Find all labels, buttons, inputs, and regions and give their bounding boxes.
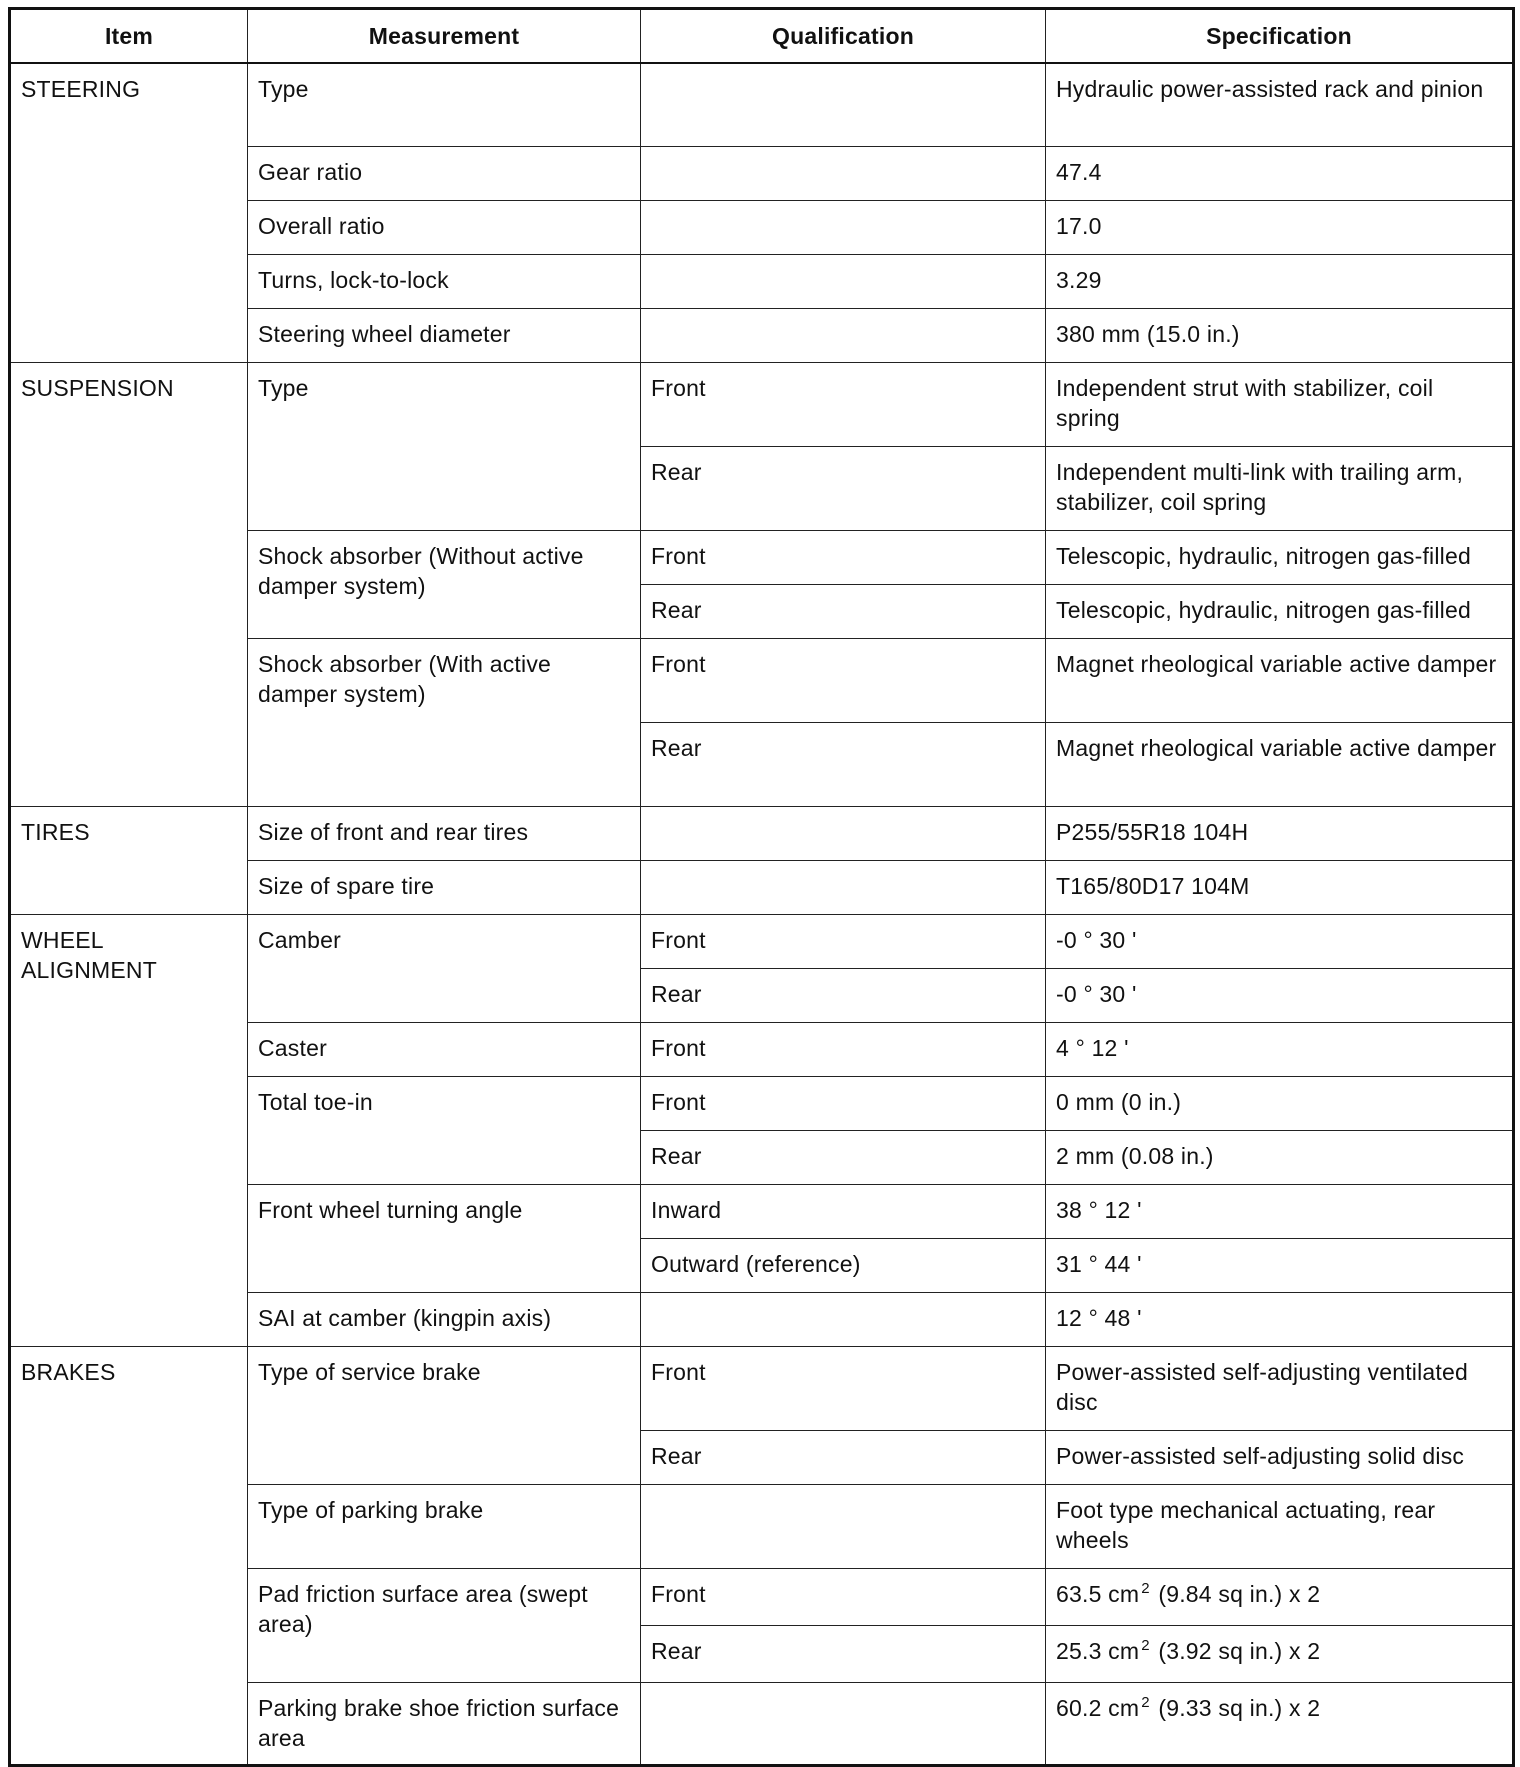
specification-cell: 2 mm (0.08 in.) [1046,1131,1514,1185]
qualification-cell: Rear [641,723,1046,807]
measurement-cell: Overall ratio [248,201,641,255]
specification-cell: 3.29 [1046,255,1514,309]
qualification-cell [641,1683,1046,1766]
qualification-cell [641,807,1046,861]
header-specification: Specification [1046,9,1514,63]
specification-cell: Foot type mechanical actuating, rear wheels [1046,1485,1514,1569]
specification-cell: 17.0 [1046,201,1514,255]
specification-cell: 31 ° 44 ' [1046,1239,1514,1293]
section-steering: STEERING [10,63,248,363]
measurement-cell: Shock absorber (With active damper system) [248,639,641,807]
area-value: 25.3 cm [1056,1638,1140,1664]
qualification-cell: Front [641,1347,1046,1431]
specification-cell: Independent multi-link with trailing arm, stabilizer, coil spring [1046,447,1514,531]
qualification-cell: Rear [641,969,1046,1023]
measurement-cell: Pad friction surface area (swept area) [248,1569,641,1683]
measurement-cell: Shock absorber (Without active damper system) [248,531,641,639]
qualification-cell [641,201,1046,255]
specification-cell: -0 ° 30 ' [1046,915,1514,969]
measurement-cell: Size of spare tire [248,861,641,915]
specification-cell: 380 mm (15.0 in.) [1046,309,1514,363]
specification-cell: Power-assisted self-adjusting solid disc [1046,1431,1514,1485]
measurement-cell: Camber [248,915,641,1023]
area-conversion: (9.84 sq in.) x 2 [1158,1581,1321,1607]
specification-cell: -0 ° 30 ' [1046,969,1514,1023]
qualification-cell [641,1293,1046,1347]
specification-cell: Magnet rheological variable active damper [1046,639,1514,723]
specification-cell: 47.4 [1046,147,1514,201]
measurement-cell: SAI at camber (kingpin axis) [248,1293,641,1347]
specification-cell: 4 ° 12 ' [1046,1023,1514,1077]
area-value: 60.2 cm [1056,1695,1140,1721]
area-conversion: (9.33 sq in.) x 2 [1158,1695,1321,1721]
area-value: 63.5 cm [1056,1581,1140,1607]
qualification-cell [641,861,1046,915]
header-item: Item [10,9,248,63]
measurement-cell: Total toe-in [248,1077,641,1185]
qualification-cell [641,255,1046,309]
section-tires: TIRES [10,807,248,915]
specification-table [8,7,1515,1767]
specification-cell: Hydraulic power-assisted rack and pinion [1046,63,1514,147]
specification-cell: Telescopic, hydraulic, nitrogen gas-filled [1046,585,1514,639]
qualification-cell: Front [641,363,1046,447]
specification-cell [1046,1626,1514,1683]
specification-cell: Magnet rheological variable active damper [1046,723,1514,807]
measurement-cell: Parking brake shoe friction surface area [248,1683,641,1766]
header-qualification: Qualification [641,9,1046,63]
specification-cell: P255/55R18 104H [1046,807,1514,861]
measurement-cell: Turns, lock-to-lock [248,255,641,309]
qualification-cell: Front [641,1077,1046,1131]
qualification-cell: Front [641,531,1046,585]
specification-cell: Telescopic, hydraulic, nitrogen gas-filled [1046,531,1514,585]
measurement-cell: Type of service brake [248,1347,641,1485]
table-row [10,363,1514,447]
specification-cell: 0 mm (0 in.) [1046,1077,1514,1131]
measurement-cell: Caster [248,1023,641,1077]
unit-superscript: 2 [1141,1580,1150,1597]
qualification-cell: Rear [641,1431,1046,1485]
specification-cell [1046,1569,1514,1626]
table-row [10,807,1514,861]
qualification-cell [641,1485,1046,1569]
qualification-cell [641,309,1046,363]
measurement-cell: Front wheel turning angle [248,1185,641,1293]
measurement-cell: Gear ratio [248,147,641,201]
measurement-cell: Type of parking brake [248,1485,641,1569]
specification-cell: Independent strut with stabilizer, coil spring [1046,363,1514,447]
measurement-cell: Size of front and rear tires [248,807,641,861]
specification-cell: 12 ° 48 ' [1046,1293,1514,1347]
unit-superscript: 2 [1141,1637,1150,1654]
specification-cell [1046,1683,1514,1766]
qualification-cell: Front [641,1569,1046,1626]
table-row [10,915,1514,969]
measurement-cell: Type [248,63,641,147]
qualification-cell: Outward (reference) [641,1239,1046,1293]
qualification-cell: Inward [641,1185,1046,1239]
measurement-cell: Type [248,363,641,531]
specification-cell: T165/80D17 104M [1046,861,1514,915]
qualification-cell: Rear [641,1131,1046,1185]
section-brakes: BRAKES [10,1347,248,1766]
qualification-cell: Rear [641,585,1046,639]
specification-cell: 38 ° 12 ' [1046,1185,1514,1239]
qualification-cell [641,147,1046,201]
table-row [10,63,1514,147]
header-row [10,9,1514,63]
qualification-cell: Front [641,639,1046,723]
unit-superscript: 2 [1141,1694,1150,1711]
section-suspension: SUSPENSION [10,363,248,807]
table-row [10,1347,1514,1431]
qualification-cell: Front [641,915,1046,969]
specification-cell: Power-assisted self-adjusting ventilated disc [1046,1347,1514,1431]
qualification-cell [641,63,1046,147]
measurement-cell: Steering wheel diameter [248,309,641,363]
area-conversion: (3.92 sq in.) x 2 [1158,1638,1321,1664]
header-measurement: Measurement [248,9,641,63]
qualification-cell: Front [641,1023,1046,1077]
section-wheel-alignment: WHEEL ALIGNMENT [10,915,248,1347]
qualification-cell: Rear [641,1626,1046,1683]
qualification-cell: Rear [641,447,1046,531]
